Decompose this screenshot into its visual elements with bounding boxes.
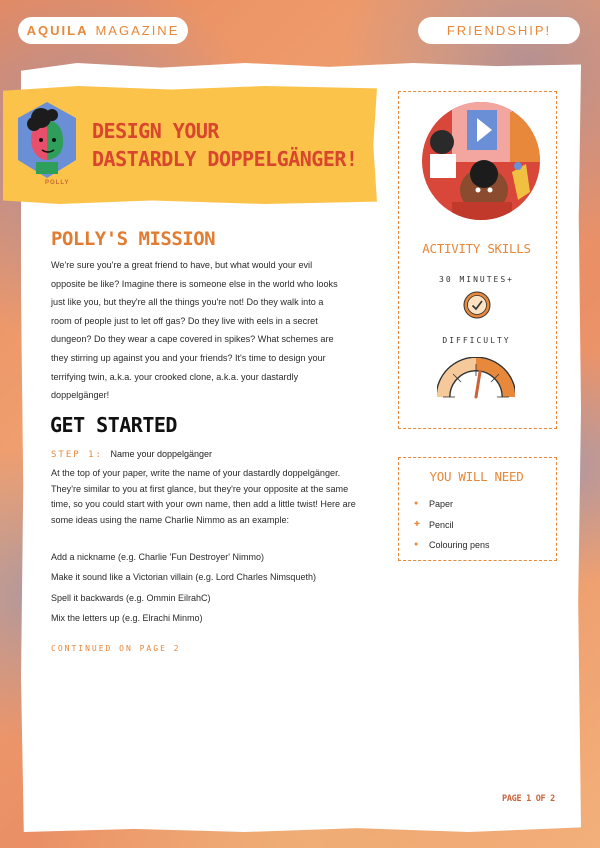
plus-icon: ✚ — [414, 520, 420, 528]
get-started-heading: GET STARTED — [50, 413, 177, 437]
list-item: Spell it backwards (e.g. Ommin EilrahC) — [51, 592, 211, 603]
page-title: DESIGN YOUR DASTARDLY DOPPELGÄNGER! — [92, 119, 358, 171]
bullet-icon: ● — [414, 541, 419, 549]
list-item — [414, 515, 490, 536]
brand-name-rest: MAGAZINE — [95, 23, 180, 38]
avatar-name-label: POLLY — [45, 180, 70, 186]
brand-pill — [18, 17, 188, 44]
difficulty-label: DIFFICULTY — [442, 336, 511, 345]
mission-heading: POLLY'S MISSION — [51, 228, 216, 250]
gauge-needle — [476, 371, 480, 397]
brand-name-bold: AQUILA — [26, 23, 89, 38]
materials-list — [414, 494, 490, 556]
time-label: 30 MINUTES+ — [439, 275, 514, 284]
page-number: PAGE 1 OF 2 — [502, 794, 555, 804]
step-1-label: STEP 1: — [51, 450, 103, 460]
list-item — [414, 535, 490, 556]
list-item: Make it sound like a Victorian villain (e.g. Lord Charles Nimsqueth) — [51, 572, 316, 583]
bullet-icon: ● — [414, 500, 419, 508]
material-label: Colouring pens — [429, 540, 490, 551]
name-ideas-list — [51, 550, 316, 631]
clock-icon — [462, 290, 492, 320]
section-pill — [418, 17, 580, 44]
activity-illustration — [422, 102, 540, 220]
step-1-line — [51, 449, 212, 460]
activity-skills-heading: ACTIVITY SKILLS — [422, 241, 531, 256]
mission-text: We're sure you're a great friend to have, but what would your evil opposite be like? Imagine there is someone else in the world who looks just like you, but they're all the things you're not! Do they walk into a room of people just to let off gas? Do they live with eels in a secret dungeon? Do they wear a cape covered in spikes? What schemes are they stirring up against you and your friends? It's time to design your terrifying twin, a.k.a. your crooked clone, a.k.a. your dastardly doppelgänger! — [51, 260, 338, 401]
step-1-text: At the top of your paper, write the name of your dastardly doppelgänger. They're similar to you at first glance, but they're your opposite at the same time, so you could start with your own name, then add a little twist! Here are some ideas using the name Charlie Nimmo as an example: — [51, 468, 356, 526]
list-item: Mix the letters up (e.g. Elrachi Minmo) — [51, 612, 203, 623]
difficulty-gauge — [437, 357, 515, 401]
polly-avatar-illustration — [14, 100, 80, 188]
continued-note: CONTINUED ON PAGE 2 — [51, 644, 181, 653]
list-item: Add a nickname (e.g. Charlie 'Fun Destroyer' Nimmo) — [51, 552, 265, 562]
you-will-need-heading: YOU WILL NEED — [429, 469, 524, 484]
list-item — [414, 494, 490, 515]
material-label: Paper — [429, 499, 454, 510]
step-1-title: Name your doppelgänger — [110, 449, 213, 459]
material-label: Pencil — [429, 519, 454, 530]
section-label: FRIENDSHIP! — [446, 23, 552, 38]
